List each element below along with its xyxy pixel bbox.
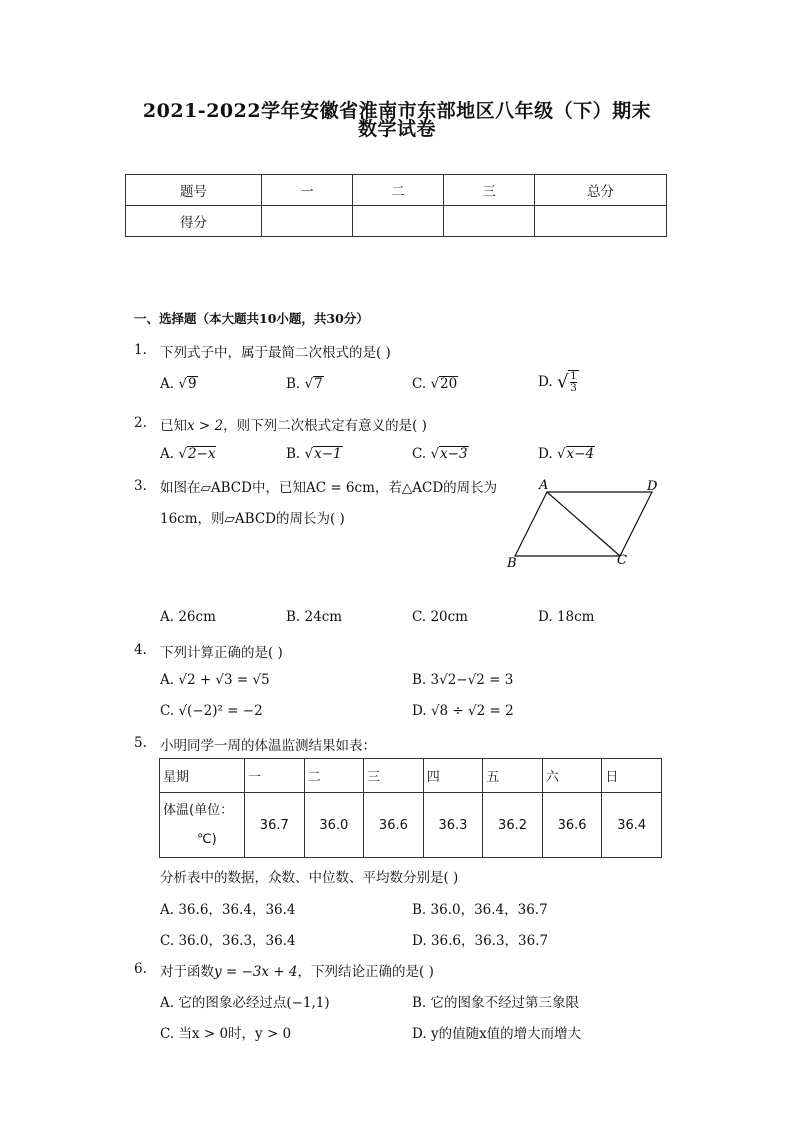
option-label: C. xyxy=(160,703,175,719)
option-label: D. xyxy=(412,1026,427,1042)
option-label: D. xyxy=(412,703,427,719)
q6-option-c[interactable] xyxy=(160,1022,291,1042)
option-label: B. xyxy=(286,446,301,462)
q4-option-c[interactable] xyxy=(160,703,263,719)
diagonal-ac xyxy=(547,492,620,556)
question-stem: 下列式子中，属于最简二次根式的是( ) xyxy=(160,345,391,361)
stem-math: y = −3x + 4 xyxy=(214,964,298,980)
q2-option-a[interactable]: A. √2−x xyxy=(160,446,216,462)
fraction-numerator: 1 xyxy=(570,371,577,382)
radicand: x−1 xyxy=(314,446,342,462)
temp-header-cell: 三 xyxy=(364,759,424,793)
option-label: B. xyxy=(412,902,427,918)
option-label: B. xyxy=(412,672,427,688)
q4-option-d[interactable] xyxy=(412,703,514,719)
page-subtitle: 数学试卷 xyxy=(357,118,436,140)
option-label: C. xyxy=(160,1026,175,1042)
temp-value-cell: 36.6 xyxy=(542,793,602,858)
option-text: 36.6，36.4，36.4 xyxy=(178,902,296,918)
score-blank-cell[interactable] xyxy=(535,206,667,237)
option-text: √2 + √3 = √5 xyxy=(178,672,270,688)
score-header-cell: 一 xyxy=(262,175,353,206)
score-blank-cell[interactable] xyxy=(353,206,444,237)
option-text: 20cm xyxy=(430,609,468,625)
score-table xyxy=(125,174,667,237)
question-stem xyxy=(160,960,434,980)
option-text: √(−2)² = −2 xyxy=(178,703,263,719)
q1-option-d[interactable]: D. √ $\frac{1}{3}$ xyxy=(538,371,577,394)
fraction-denominator: 3 xyxy=(570,383,577,394)
option-text: 36.6，36.3，36.7 xyxy=(430,933,549,949)
score-header-cell: 总分 xyxy=(535,175,667,206)
q5-option-d[interactable] xyxy=(412,929,548,949)
option-label: C. xyxy=(412,376,427,392)
option-text: 18cm xyxy=(556,609,595,625)
option-label: D. xyxy=(412,933,427,949)
stem-text: ，下列结论正确的是( ) xyxy=(297,964,434,980)
radicand: x−3 xyxy=(440,446,468,462)
option-label: C. xyxy=(412,609,427,625)
radicand: 2−x xyxy=(187,446,216,462)
option-text: 3√2−√2 = 3 xyxy=(430,672,514,688)
q5-option-c[interactable] xyxy=(160,929,296,949)
stem-text: ，则下列二次根式定有意义的是( ) xyxy=(223,418,427,434)
question-number: 6. xyxy=(134,961,147,977)
option-text: 它的图象不经过第三象限 xyxy=(430,995,580,1011)
q2-option-b[interactable]: B. √x−1 xyxy=(286,446,342,462)
q6-option-b[interactable] xyxy=(412,991,579,1011)
q3-option-c[interactable] xyxy=(412,609,468,625)
score-blank-cell[interactable] xyxy=(444,206,535,237)
option-label: D. xyxy=(538,374,553,390)
question-stem xyxy=(160,414,427,434)
question-stem-line1: 如图在▱ABCD中，已知AC = 6cm，若△ACD的周长为 xyxy=(160,480,498,496)
q6-option-d[interactable] xyxy=(412,1022,581,1042)
temp-header-cell: 二 xyxy=(304,759,364,793)
option-text: √8 ÷ √2 = 2 xyxy=(430,703,514,719)
temp-value-cell: 36.6 xyxy=(364,793,424,858)
q4-option-a[interactable] xyxy=(160,672,270,688)
question-number: 5. xyxy=(134,735,147,751)
score-header-cell: 二 xyxy=(353,175,444,206)
question-number: 3. xyxy=(134,478,147,494)
temp-value-cell: 36.2 xyxy=(483,793,543,858)
q6-option-a[interactable] xyxy=(160,991,330,1011)
question-number: 4. xyxy=(134,642,147,658)
score-header-cell: 三 xyxy=(444,175,535,206)
q1-option-a[interactable]: A. √9 xyxy=(160,376,197,392)
temperature-table xyxy=(159,758,662,858)
score-header-cell: 题号 xyxy=(126,175,262,206)
q1-option-b[interactable]: B. √7 xyxy=(286,376,323,392)
q1-option-c[interactable]: C. √20 xyxy=(412,376,458,392)
page-title: 2021-2022学年安徽省淮南市东部地区八年级（下）期末 xyxy=(142,100,652,122)
option-label: B. xyxy=(286,376,301,392)
section-heading: 一、选择题（本大题共10小题，共30分） xyxy=(134,311,369,326)
option-label: A. xyxy=(160,376,175,392)
question-stem: 小明同学一周的体温监测结果如表： xyxy=(160,738,376,754)
question-number: 2. xyxy=(134,415,147,431)
option-text: 36.0，36.4，36.7 xyxy=(430,902,548,918)
radicand: 9 xyxy=(187,376,197,392)
temp-value-cell: 36.3 xyxy=(423,793,483,858)
row-label-line2: ℃) xyxy=(197,832,217,847)
q2-option-c[interactable]: C. √x−3 xyxy=(412,446,468,462)
option-label: C. xyxy=(160,933,175,949)
option-text: 24cm xyxy=(304,609,343,625)
q5-option-b[interactable] xyxy=(412,898,548,918)
option-text: 26cm xyxy=(178,609,216,625)
temp-value-cell: 36.0 xyxy=(304,793,364,858)
question-stem: 下列计算正确的是( ) xyxy=(160,645,283,661)
radicand: 20 xyxy=(440,376,458,392)
vertex-c-label: C xyxy=(617,553,627,568)
option-label: A. xyxy=(160,672,175,688)
score-row-label: 得分 xyxy=(126,206,262,237)
vertex-d-label: D xyxy=(647,479,658,494)
q3-option-a[interactable] xyxy=(160,609,216,625)
option-text: 当x > 0时，y > 0 xyxy=(178,1026,292,1042)
option-label: A. xyxy=(160,902,175,918)
option-label: B. xyxy=(412,995,427,1011)
option-label: A. xyxy=(160,609,175,625)
option-label: A. xyxy=(160,995,175,1011)
question-stem-line2: 16cm，则▱ABCD的周长为( ) xyxy=(160,511,345,527)
vertex-a-label: A xyxy=(539,478,549,493)
option-label: A. xyxy=(160,446,175,462)
option-text: 36.0，36.3，36.4 xyxy=(178,933,296,949)
q5-option-a[interactable] xyxy=(160,898,296,918)
radicand: 7 xyxy=(314,376,323,392)
row-label-line1: 体温(单位： xyxy=(163,803,234,818)
temp-header-cell: 日 xyxy=(602,759,662,793)
temp-value-cell: 36.7 xyxy=(245,793,305,858)
temp-row-label xyxy=(160,793,245,858)
temp-header-cell: 星期 xyxy=(160,759,245,793)
temp-header-cell: 一 xyxy=(245,759,305,793)
stem-math: x > 2 xyxy=(187,418,224,434)
q2-option-d[interactable]: D. √x−4 xyxy=(538,446,595,462)
q3-option-d[interactable] xyxy=(538,609,594,625)
option-label: C. xyxy=(412,446,427,462)
q4-option-b[interactable] xyxy=(412,672,513,688)
radicand: x−4 xyxy=(566,446,595,462)
parallelogram-figure xyxy=(500,476,670,572)
option-text: y的值随x值的增大而增大 xyxy=(430,1026,582,1042)
question-stem-2: 分析表中的数据，众数、中位数、平均数分别是( ) xyxy=(160,870,459,886)
q3-option-b[interactable] xyxy=(286,609,342,625)
stem-text: 已知 xyxy=(160,418,187,434)
vertex-b-label: B xyxy=(507,556,517,571)
option-label: B. xyxy=(286,609,301,625)
temp-header-cell: 四 xyxy=(423,759,483,793)
stem-text: 对于函数 xyxy=(160,964,214,980)
score-blank-cell[interactable] xyxy=(262,206,353,237)
question-number: 1. xyxy=(134,342,147,358)
option-label: D. xyxy=(538,609,553,625)
option-text: 它的图象必经过点(−1,1) xyxy=(178,995,330,1011)
temp-header-cell: 五 xyxy=(483,759,543,793)
option-label: D. xyxy=(538,446,553,462)
temp-value-cell: 36.4 xyxy=(602,793,662,858)
temp-header-cell: 六 xyxy=(542,759,602,793)
